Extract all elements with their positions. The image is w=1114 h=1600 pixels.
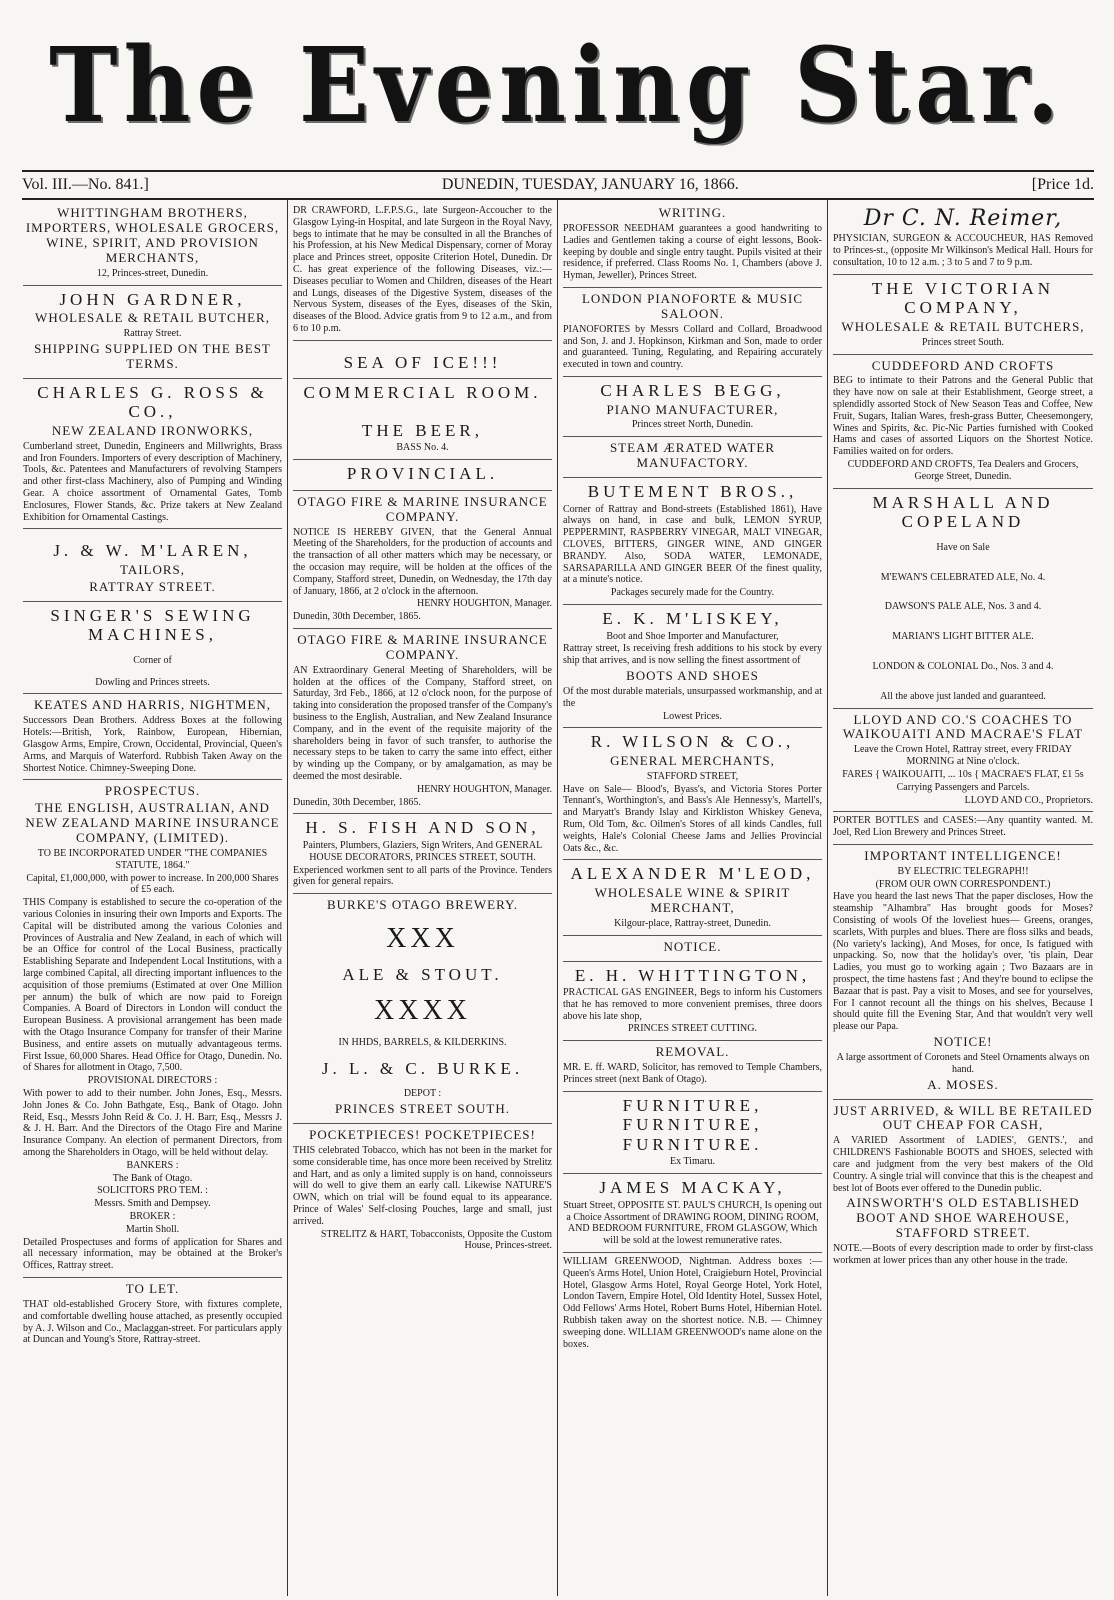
ad-notice [563, 936, 822, 962]
columns [18, 200, 1098, 1596]
ad-heading: LLOYD AND CO.'S COACHES TO WAIKOUAITI AND MACRAE'S FLAT [842, 711, 1084, 742]
ad-fish [293, 814, 552, 894]
ad-body: WILLIAM GREENWOOD, Nightman. Address boxes :—Queen's Arms Hotel, Union Hotel, Craigieburn Hotel, Provincial Hotel, Glasgow Arms Hotel, Royal George Hotel, York Hotel, London Tavern, Empire Hotel, Old Identity Hotel, Sussex Hotel, Odd Fellows' Arms Hotel, Robert Burns Hotel, Hibernian Hotel. Rubbish taken away on the shortest notice. N.B. — Chimney sweeping done. WILLIAM GREENWOOD's name alone on the boxes. [563, 1255, 822, 1350]
ad-porter-bottles [833, 812, 1093, 845]
ad-body: PORTER BOTTLES and CASES:—Any quantity wanted. M. Joel, Red Lion Brewery and Princes Street. [833, 815, 1093, 839]
price: [Price 1d. [1031, 176, 1094, 193]
ad-heading: THE VICTORIAN COMPANY, [871, 278, 1055, 318]
ad-mlaren [23, 529, 282, 601]
volume-number: Vol. III.—No. 841.] [22, 176, 149, 193]
ad-trade: WHOLESALE & RETAIL BUTCHERS, [841, 318, 1085, 334]
ad-heading: H. S. FISH AND SON, [305, 818, 540, 838]
column-2 [288, 200, 558, 1596]
ad-date: Dunedin, 30th December, 1865. [293, 796, 421, 808]
ad-signature: CUDDEFORD AND CROFTS, Tea Dealers and Grocers, George Street, Dunedin. [847, 459, 1079, 482]
directors-heading: PROVISIONAL DIRECTORS : [87, 1075, 218, 1087]
ad-heading: CHARLES BEGG, [600, 380, 785, 400]
ad-heading: J. & W. M'LAREN, [53, 541, 252, 561]
ad-pocketpieces [293, 1124, 552, 1257]
ad-whittington [563, 962, 822, 1042]
ad-body-2: Carrying Passengers and Parcels. [896, 781, 1030, 793]
ad-trade: WHOLESALE & RETAIL BUTCHER, [35, 310, 270, 326]
ale-stout-label: ALE & STOUT. [342, 965, 503, 985]
ad-body: MR. E. ff. WARD, Solicitor, has removed to Temple Chambers, Princes street (next Bank of Otago). [563, 1062, 822, 1086]
ad-body: Cumberland street, Dunedin, Engineers and Millwrights, Brass and Iron Founders. Importers of every description of Machinery, Tools, &c. Patentees and Manufacturers of revolving Stampers and other first-class Machinery, also of Pumping and Winding Gear. A choice assortment of Ornamental Gates, Tomb Enclosures, Flower Stands, &c. Prize takers at New Zealand Exhibition for Ornamental Castings. [23, 440, 282, 523]
ad-body: PIANOFORTES by Messrs Collard and Collard, Broadwood and Son, J. and J. Hopkinson, Kirkman and Son, made to order and guaranteed. Tuning, Regulating, and Repairing accurately executed in town and country. [563, 323, 822, 371]
beer-brand: BASS No. 4. [396, 442, 449, 454]
ad-heading: JOHN GARDNER, [59, 289, 246, 309]
ad-important-intelligence [833, 845, 1093, 1100]
ad-line: MARIAN'S LIGHT BITTER ALE. [892, 631, 1034, 643]
ad-line: M'EWAN'S CELEBRATED ALE, No. 4. [880, 571, 1046, 583]
closing-note: Detailed Prospectuses and forms of application for Shares and all necessary information, may be obtained at the Broker's Offices, Rattray street. [23, 1236, 282, 1272]
ad-trade: Boot and Shoe Importer and Manufacturer, [606, 630, 779, 642]
ad-trade: WHOLESALE WINE & SPIRIT MERCHANT, [594, 884, 791, 915]
ad-line: Corner of [133, 654, 172, 666]
ad-signature: HENRY HOUGHTON, Manager. [417, 783, 552, 795]
ad-heading: SINGER'S SEWING MACHINES, [50, 605, 255, 645]
ad-heading: SEA OF ICE!!! [343, 352, 502, 372]
ad-body: PRACTICAL GAS ENGINEER, Begs to inform his Customers that he has removed to more convenient premises, three doors above his late shop, [563, 987, 822, 1022]
ad-heading: JAMES MACKAY, [599, 1178, 786, 1198]
ad-ainsworth [833, 1100, 1093, 1272]
ad-date: Dunedin, 30th December, 1865. [293, 611, 421, 623]
ad-body: Painters, Plumbers, Glaziers, Sign Writers, And GENERAL HOUSE DECORATORS, PRINCES STREET, SOUTH. [302, 839, 543, 863]
ad-reimer [833, 202, 1093, 275]
ad-body: Stuart Street, OPPOSITE ST. PAUL'S CHURCH, Is opening out a Choice Assortment of DRAWING ROOM, DINING ROOM, AND BEDROOM FURNITURE, FROM GLASGOW, Which will be sold at the lowest remunerative rates. [563, 1199, 822, 1247]
ad-body: A VARIED Assortment of LADIES', GENTS.', and CHILDREN'S Fashionable BOOTS and SHOES, selected with care and judgment from the very best makers of the Old Country. A single trial will convince that this is the cheapest and best lot of Boots ever offered to the Dunedin public. [833, 1135, 1093, 1194]
masthead [0, 0, 1114, 170]
ad-line: Dowling and Princes streets. [95, 676, 210, 688]
ad-body: Rattray street, Is receiving fresh additions to his stock by every ship that arrives, and is now selling the finest assortment of [563, 643, 822, 667]
ad-tolet [23, 1278, 282, 1351]
ad-signature: STRELITZ & HART, Tobacconists, Opposite the Custom House, Princes-street. [320, 1228, 552, 1252]
solicitors-name: Messrs. Smith and Dempsey. [94, 1198, 211, 1210]
ad-heading: BUTEMENT BROS., [587, 482, 798, 502]
ad-body-2: Of the most durable materials, unsurpassed workmanship, and at the [563, 685, 822, 709]
ad-signature: AINSWORTH'S OLD ESTABLISHED BOOT AND SHOE WAREHOUSE, STAFFORD STREET. [846, 1195, 1080, 1241]
correspondent-note: (FROM OUR OWN CORRESPONDENT.) [875, 878, 1051, 890]
ad-heading: BURKE'S OTAGO BREWERY. [327, 897, 518, 913]
ad-cuddeford [833, 355, 1093, 489]
xxxx-label: XXXX [374, 994, 471, 1026]
ad-marshall-copeland [833, 489, 1093, 709]
ad-address: Princes street South. [922, 336, 1004, 348]
ad-heading: E. H. WHITTINGTON, [574, 965, 811, 985]
ad-furniture [563, 1092, 822, 1174]
ad-body: AN Extraordinary General Meeting of Shareholders, will be holden at the offices of the Company, Stafford street, on Saturday, 3rd Feb., 1866, at 12 o'clock noon, for the purpose of taking into consideration the proposed transfer of the Company's business to the English, Australian, and New Zealand Insurance Company, and in the event of the requisite majority of the shareholders being in favor of such transfer, to authorise the necessary steps to be taken to carry the same into effect, either by winding up the Company, or by amalgamation, as may be deemed the most desirable. [293, 664, 552, 783]
ad-heading: NOTICE. [663, 938, 722, 954]
ad-prospectus [23, 780, 282, 1278]
directors-list: With power to add to their number. John Jones, Esq., Messrs. John Jones & Co. John Bathgate, Esq., Bank of Otago. John Reid, Esq., Messrs John Reid & Co. J. H. Barr, Esq., Messrs J. & J. H. Barr. And the Directors of the Otago Fire and Marine Insurance Company. An election of permanent Directors, from among the Shareholders in Otago, will be held without delay. [23, 1088, 282, 1159]
firm-name: J. L. & C. BURKE. [321, 1058, 524, 1078]
ad-note: Packages securely made for the Country. [610, 587, 775, 599]
ad-heading: STEAM ÆRATED WATER MANUFACTORY. [609, 440, 776, 471]
ad-goods: BOOTS AND SHOES [626, 668, 759, 683]
ad-otago-fire-1 [293, 491, 552, 629]
ad-body: Corner of Rattray and Bond-streets (Established 1861), Have always on hand, in case and bulk, LEMON SYRUP, PEPPERMINT, RASPBERRY VINEGAR, MALT VINEGAR, CLOVES, BITTERS, GINGER WINE, AND GINGER BRANDY. Also, SODA WATER, LEMONADE, SARSAPARILLA AND GINGER BEER Of the finest quality, at a minute's notice. [563, 503, 822, 586]
ad-body: THAT old-established Grocery Store, with fixtures complete, and comfortable dwelling house attached, as presently occupied by A. J. Wilson and Co., Maclaggan-street. For particulars apply at Duncan and Young's Store, Rattray-street. [23, 1298, 282, 1346]
ad-line: DAWSON'S PALE ALE, Nos. 3 and 4. [884, 601, 1042, 613]
ad-body: THIS Company is established to secure the co-operation of the various Colonies in insuring their own Imports and Exports. The Capital will be distributed among the various Colonies and Provinces of Australia and New Zealand, in each of which will be an Office for control of the Local Business, practically Establishing Separate and Independent Local Institutions, with a large combined Capital, all directing important influences to the acquisition of those premiums (Estimated at over One Million per annum) the bulk of which are now paid to Foreign Companies. A Board of Directors in London will conduct the European Business. A provisional arrangement has been made with the Otago Insurance Company for transfer of their Marine Business, and entire assets on mutually advantageous terms. First Issue, 60,000 Shares. Head Office for Otago, Dunedin. No. of Shares for allotment in Otago, 7,500. [23, 897, 282, 1074]
ad-signature: A. MOSES. [927, 1076, 999, 1092]
company-title: THE ENGLISH, AUSTRALIAN, AND NEW ZEALAND MARINE INSURANCE COMPANY, (LIMITED). [25, 800, 280, 846]
ad-crawford [293, 202, 552, 341]
ad-pianoforte-saloon [563, 288, 822, 377]
ad-greenwood [563, 1253, 822, 1355]
ad-heading: FURNITURE, FURNITURE, FURNITURE. [622, 1095, 763, 1154]
ad-gardner [23, 286, 282, 379]
ad-butement [563, 478, 822, 605]
ad-heading: CUDDEFORD AND CROFTS [871, 357, 1055, 373]
ad-heading: REMOVAL. [655, 1044, 730, 1060]
ad-heading: E. K. M'LISKEY, [602, 609, 783, 629]
capital-note: Capital, £1,000,000, with power to increase. In 200,000 Shares of £5 each. [26, 872, 279, 896]
ad-subheading: NEW ZEALAND IRONWORKS, [51, 422, 254, 438]
ad-heading: POCKETPIECES! POCKETPIECES! [309, 1127, 536, 1143]
ad-steam-water [563, 437, 822, 478]
ad-address: Princes street North, Dunedin. [631, 419, 754, 431]
ad-whittingham [23, 202, 282, 286]
ad-body: DR CRAWFORD, L.F.P.S.G., late Surgeon-Accoucher to the Glasgow Lying-in Hospital, and late Surgeon in the Royal Navy, begs to intimate that he may be consulted in all the Branches of his Profession, at his New Medical Dispensary, corner of Moray place and Princes street, opposite Criterion Hotel, Dunedin. Dr C. has great experience of the following Diseases, viz.:—Diseases peculiar to Women and Children, diseases of the Heart and Lungs, diseases of the Digestive System, diseases of the Nervous System, diseases of the Eyes, diseases of the Skin, diseases of the Blood. Advice gratis from 9 to 12 a.m., and from 6 to 10 p.m. [293, 205, 552, 334]
ad-signature: LLOYD AND CO., Proprietors. [964, 794, 1093, 806]
ad-trade: TAILORS, [119, 561, 186, 577]
ad-address: RATTRAY STREET. [89, 578, 216, 594]
ad-heading: WRITING. [658, 205, 727, 220]
depot-street: PRINCES STREET SOUTH. [335, 1101, 510, 1117]
ad-address: Rattray Street. [123, 328, 182, 340]
ad-heading: LONDON PIANOFORTE & MUSIC SALOON. [581, 290, 804, 321]
ad-heading: CHARLES G. ROSS & CO., [37, 382, 268, 422]
column-3 [558, 200, 828, 1596]
ad-signature: HENRY HOUGHTON, Manager. [417, 598, 552, 610]
ad-burke-brewery [293, 894, 552, 1124]
ad-begg [563, 377, 822, 437]
ad-heading: ALEXANDER M'LEOD, [570, 864, 815, 884]
ad-writing [563, 202, 822, 288]
ad-heading: TO LET. [125, 1280, 180, 1296]
ad-heading: MARSHALL AND COPELAND [872, 492, 1054, 532]
ad-subheading: BY ELECTRIC TELEGRAPH!! [897, 865, 1029, 877]
ad-singer [23, 602, 282, 695]
ad-heading: WHITTINGHAM BROTHERS, IMPORTERS, WHOLESALE GROCERS, WINE, SPIRIT, AND PROVISION MERCHANTS, [25, 205, 280, 265]
ad-heading: PROSPECTUS. [104, 783, 201, 799]
ad-body: PHYSICIAN, SURGEON & ACCOUCHEUR, HAS Removed to Princes-st., (opposite Mr Wilkinson's Medical Hall. Hours for consultation, 10 to 12 a.m. ; 3 to 5 and 7 to 9 p.m. [833, 233, 1093, 268]
ad-body: Successors Dean Brothers. Address Boxes at the following Hotels:—British, York, Rainbow, European, Hibernian, Glasgow Arms, Empire, Crown, Occidental, Provincial, Queen's Arms, and Marquis of Waterford. Rubbish Taken Away on the Shortest Notice. Chimney-Sweeping Done. [23, 715, 282, 774]
ad-note: SHIPPING SUPPLIED ON THE BEST TERMS. [34, 340, 271, 371]
beer-heading: THE BEER, [362, 420, 483, 440]
ad-heading: OTAGO FIRE & MARINE INSURANCE COMPANY. [297, 493, 548, 524]
ad-victorian-company [833, 275, 1093, 355]
ad-address: STAFFORD STREET, [646, 770, 739, 782]
ad-heading: Dr C. N. Reimer, [863, 206, 1063, 231]
xxx-label: XXX [386, 923, 459, 955]
ad-note: NOTE.—Boots of every description made to order by first-class workmen at lower prices than any other house in the trade. [833, 1243, 1093, 1266]
ad-line: All the above just landed and guaranteed. [880, 690, 1046, 702]
ad-heading: KEATES AND HARRIS, NIGHTMEN, [33, 697, 272, 713]
ad-removal [563, 1041, 822, 1092]
ad-body: PROFESSOR NEEDHAM guarantees a good handwriting to Ladies and Gentlemen taking a course of eight lessons, Book-keeping by double and single entry taught. Pupils visited at their residence, if preferred. Class Rooms No. 1, Chambers (above J. Hyman, Jeweller), Princes Street. [563, 222, 822, 282]
ad-body: Have on Sale— Blood's, Byass's, and Victoria Stores Porter Tennant's, Worthington's, and Bass's Ale Hennessy's, Martell's, and Maryatt's Brandy Islay and Kirkliston Whiskey Geneva, Rum, Old Tom, &c. Oilmen's Stores of all kinds Candles, full weights, Hale's Colonial Cheese Jams and Jellies Provincial Oats &c., &c. [563, 783, 822, 854]
ad-heading: R. WILSON & CO., [590, 732, 795, 752]
ad-heading: JUST ARRIVED, & WILL BE RETAILED OUT CHEAP FOR CASH, [833, 1102, 1093, 1133]
ad-mleod [563, 860, 822, 935]
ad-trade: PIANO MANUFACTURER, [606, 401, 779, 417]
ad-keates [23, 694, 282, 780]
ad-ross [23, 379, 282, 530]
ad-mliskey [563, 605, 822, 728]
broker-name: Martin Sholl. [125, 1223, 180, 1235]
depot-label: DEPOT : [403, 1088, 442, 1100]
ad-address: 12, Princes-street, Dunedin. [96, 267, 209, 279]
dateline [22, 170, 1094, 200]
poem: Have you heard the last news That the paper discloses, How the steamship "Alhambra" Has brought goods for Moses? Consisting of wools Of the loveliest hues— Greens, oranges, scarlets, With purples and blues. There are floss silks and beads, (No variety's lacking), And Moses, for once, Is fatigued with unpacking. So, now that the holiday's over, 'tis plain, Dear Ladies, you must go to working again ; Two Bazaars are in prospect, the time hastens fast ; And they're bound to eclipse the Bazaar that is past. Pay a visit to Moses, and see for yourselves, For I cannot recount all the things on his shelves, Because I should quite fill the Evening Star, And that wouldn't very well please our Papa. [833, 891, 1093, 1033]
ad-body: THIS celebrated Tobacco, which has not been in the market for some considerable time, has once more been received by Strelitz and Hart, and as only a limited supply is on hand, connoisseurs will do well to give them an early call. Likewise NATURE'S OWN, which on trial will be found equal to its appearance. Prince of Wales' Self-closing Pouches, large and small, just arrived. [293, 1145, 552, 1227]
masthead-title: The Evening Star. [49, 24, 1065, 146]
ad-address: Kilgour-place, Rattray-street, Dunedin. [614, 917, 771, 929]
ad-body: Leave the Crown Hotel, Rattray street, every FRIDAY MORNING at Nine o'clock. [853, 744, 1073, 768]
broker-heading: BROKER : [129, 1211, 176, 1222]
ad-wilson [563, 728, 822, 860]
ad-mackay [563, 1174, 822, 1253]
column-4 [828, 200, 1098, 1596]
incorporation-note: TO BE INCORPORATED UNDER "THE COMPANIES STATUTE, 1864." [37, 848, 268, 871]
ad-heading: COMMERCIAL ROOM. [303, 383, 542, 403]
ad-note: Experienced workmen sent to all parts of the Province. Tenders given for general repairs. [293, 864, 552, 888]
casks-label: IN HHDS, BARRELS, & KILDERKINS. [338, 1037, 507, 1049]
ad-address: Ex Timaru. [669, 1156, 715, 1168]
ad-line: Have on Sale [936, 541, 990, 553]
ad-otago-fire-2 [293, 629, 552, 814]
ad-heading: PROVINCIAL. [346, 464, 499, 484]
fares-table: FARES { WAIKOUAITI, ... 10s { MACRAE'S FLAT, £1 5s [842, 768, 1084, 780]
ad-prices: Lowest Prices. [663, 710, 722, 722]
place-date: DUNEDIN, TUESDAY, JANUARY 16, 1866. [441, 176, 739, 193]
ad-trade: GENERAL MERCHANTS, [610, 752, 775, 768]
column-1 [18, 200, 288, 1596]
solicitors-heading: SOLICITORS PRO TEM. : [97, 1185, 208, 1197]
notice-heading: NOTICE! [933, 1034, 993, 1050]
ad-provincial [293, 460, 552, 491]
ad-body: NOTICE IS HEREBY GIVEN, that the General Annual Meeting of the Shareholders, for the production of accounts and the transaction of all other matters which may be necessary, or the occasion may require, will be holden at the offices of the Company, Stafford street, Dunedin, on Wednesday, the 17th day of January, 1866, at 2 o'clock in the afternoon. [293, 526, 552, 597]
ad-line: LONDON & COLONIAL Do., Nos. 3 and 4. [872, 660, 1054, 672]
bankers-heading: BANKERS : [126, 1159, 179, 1171]
ad-address: PRINCES STREET CUTTING. [628, 1023, 757, 1035]
bankers-name: The Bank of Otago. [112, 1172, 193, 1184]
ad-sea-of-ice [293, 341, 552, 380]
ad-heading: OTAGO FIRE & MARINE INSURANCE COMPANY. [297, 632, 548, 662]
ad-commercial-room [293, 379, 552, 460]
notice-body: A large assortment of Coronets and Steel Ornaments always on hand. [836, 1051, 1090, 1075]
ad-heading: IMPORTANT INTELLIGENCE! [864, 847, 1062, 863]
ad-lloyd-coaches [833, 709, 1093, 813]
ad-body: BEG to intimate to their Patrons and the General Public that they have now on sale at their Establishment, George street, a splendidly assorted Stock of New Season Teas and Coffee, New Fruit, Sugars, Italian Wares, fresh-grass Butter, Cheesemongery, Wines and Spirits, &c. Pic-Nic Parties furnished with Cooked Hams and cases of assorted Liquors on the Shortest Notice. Families waited on for orders. [833, 375, 1093, 458]
